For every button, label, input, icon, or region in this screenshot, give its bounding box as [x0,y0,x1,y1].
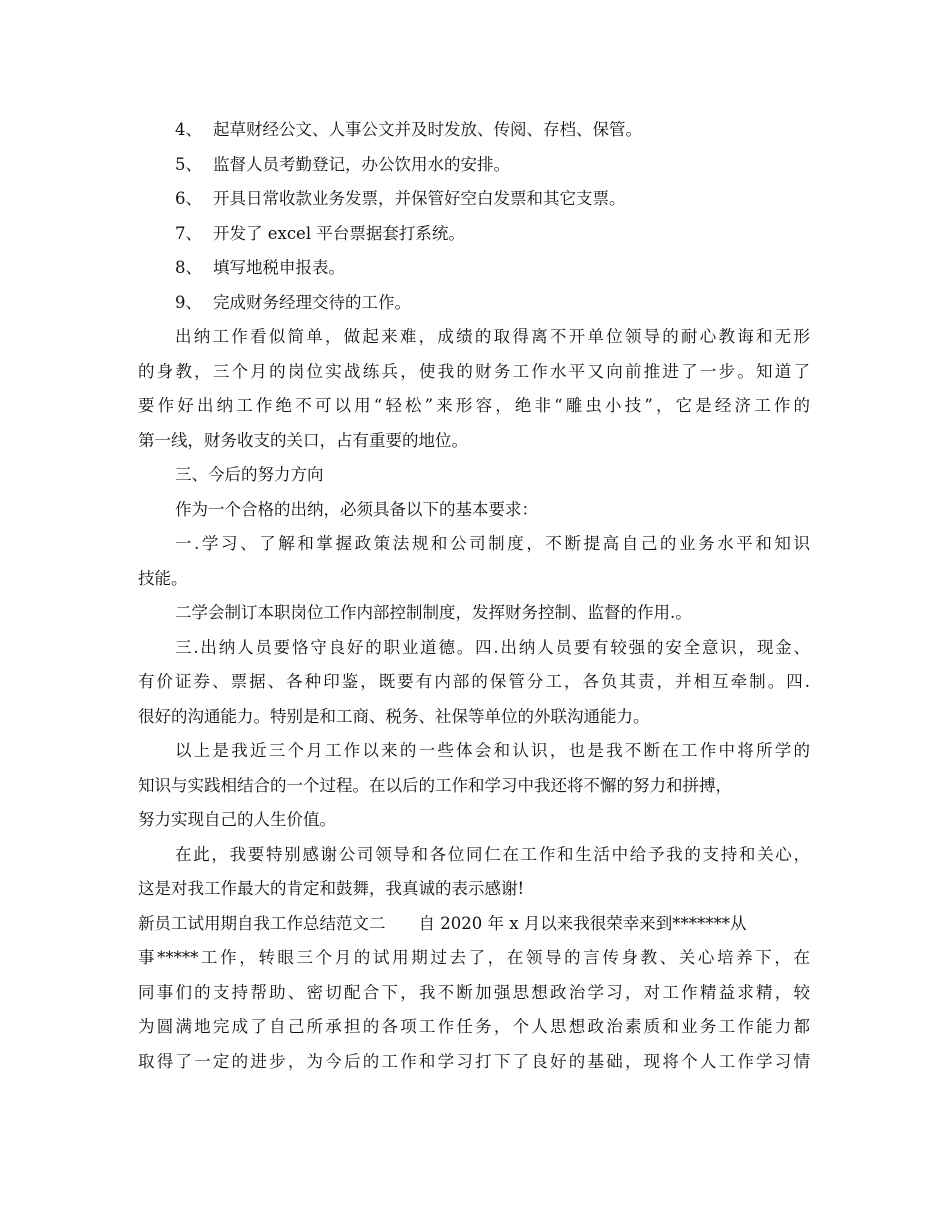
document-body [138,113,818,1079]
paragraph-line: 要作好出纳工作绝不可以用“轻松”来形容，绝非“雕虫小技”，它是经济工作的 [138,396,810,415]
paragraph-line: 取得了一定的进步，为今后的工作和学习打下了良好的基础，现将个人工作学习情 [138,1051,810,1071]
paragraph-line: 三.出纳人员要恪守良好的职业道德。四.出纳人员要有较强的安全意识，现金、 [175,637,810,657]
paragraph-line: 努力实现自己的人生价值。 [138,810,336,829]
list-item-number: 6、 [175,189,202,208]
paragraph-line: 为圆满地完成了自己所承担的各项工作任务，个人思想政治素质和业务工作能力都 [138,1017,810,1036]
paragraph-line: 出纳工作看似简单，做起来难，成绩的取得离不开单位领导的耐心教诲和无形 [175,327,810,346]
list-item [138,286,818,321]
list-item [138,251,818,286]
list-item-number: 5、 [175,154,202,174]
list-item-number: 8、 [175,258,202,277]
list-item-text: 完成财务经理交待的工作。 [213,292,411,312]
paragraph-line: 在此，我要特别感谢公司领导和各位同仁在工作和生活中给予我的支持和关心， [175,844,810,864]
list-item-text: 填写地税申报表。 [213,258,345,277]
list-item-text: 起草财经公文、人事公文并及时发放、传阅、存档、保管。 [213,120,642,139]
paragraph-line: 二学会制订本职岗位工作内部控制制度，发挥财务控制、监督的作用.。 [175,603,692,622]
list-item [138,182,818,217]
list-item-text: 开发了 excel 平台票据套打系统。 [213,223,465,243]
paragraph-line: 同事们的支持帮助、密切配合下，我不断加强思想政治学习，对工作精益求精，较 [138,982,810,1002]
list-item [138,148,818,183]
paragraph-line: 事*****工作，转眼三个月的试用期过去了，在领导的言传身教、关心培养下，在 [138,948,810,967]
paragraph-line: 技能。 [138,568,188,588]
paragraph-line: 一.学习、了解和掌握政策法规和公司制度，不断提高自己的业务水平和知识 [175,534,810,553]
list-item [138,217,818,252]
paragraph-line: 这是对我工作最大的肯定和鼓舞，我真诚的表示感谢! [138,879,525,898]
paragraph-line: 很好的沟通能力。特别是和工商、税务、社保等单位的外联沟通能力。 [138,706,650,726]
list-item-number: 4、 [175,120,202,139]
section-heading: 三、今后的努力方向 [175,465,324,484]
list-item [138,113,818,148]
list-item-text: 监督人员考勤登记，办公饮用水的安排。 [213,154,510,174]
paragraph-line: 知识与实践相结合的一个过程。在以后的工作和学习中我还将不懈的努力和拼搏， [138,775,732,795]
paragraph-line: 第一线，财务收支的关口，占有重要的地位。 [138,430,468,450]
paragraph-line: 作为一个合格的出纳，必须具备以下的基本要求： [175,499,538,519]
list-item-number: 7、 [175,223,202,243]
paragraph-line: 的身教，三个月的岗位实战练兵，使我的财务工作水平又向前推进了一步。知道了 [138,361,810,381]
paragraph-line: 有价证券、票据、各种印鉴，既要有内部的保管分工，各负其责，并相互牵制。四. [138,672,810,691]
paragraph-line: 新员工试用期自我工作总结范文二 自 2020 年 x 月以来我很荣幸来到*******从 [138,913,747,933]
paragraph-line: 以上是我近三个月工作以来的一些体会和认识，也是我不断在工作中将所学的 [175,741,810,760]
list-item-text: 开具日常收款业务发票，并保管好空白发票和其它支票。 [213,189,626,208]
list-item-number: 9、 [175,292,202,312]
